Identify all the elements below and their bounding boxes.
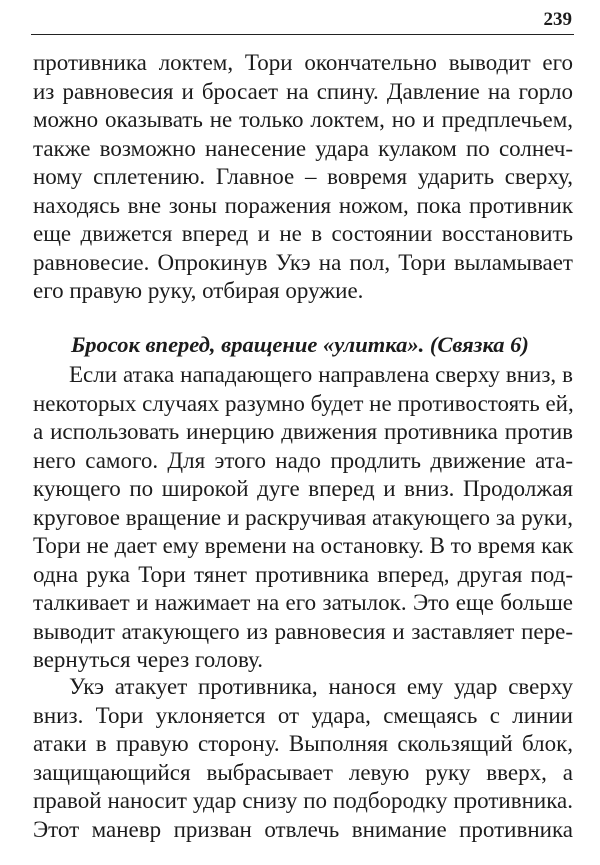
paragraph-2 <box>33 361 573 675</box>
text-line: также возможно нанесение удара кулаком по солнеч- <box>33 135 573 161</box>
section-heading: Бросок вперед, вращение «улитка». (Связка 6) <box>71 332 529 357</box>
text-line: вернуться через голову. <box>33 647 263 672</box>
header-rule <box>31 34 574 35</box>
text-line: из равновесия и бросает на спину. Давление на горло <box>33 78 573 104</box>
text-line: некоторых случаях разумно будет не противостоять ей, <box>33 390 574 416</box>
text-line: можно оказывать не только локтем, но и предплечьем, <box>33 107 573 132</box>
text-line: ному сплетению. Главное – вовремя ударить сверху, <box>33 164 573 189</box>
section-heading-block <box>33 331 573 360</box>
text-line: атаки в правую сторону. Выполняя скользящий блок, <box>33 731 573 756</box>
text-line: еще движется вперед и не в состоянии восстановить <box>33 221 573 246</box>
text-line: круговое вращение и раскручивая атакующего за руки, <box>33 504 573 530</box>
text-line: кующего по широкой дуге вперед и вниз. Продолжая <box>33 476 573 501</box>
page-number: 239 <box>543 9 572 30</box>
text-line: Этот маневр призван отвлечь внимание противника <box>33 816 573 842</box>
text-line: Если атака нападающего направлена сверху вниз, в <box>69 362 573 387</box>
text-line: выводит атакующего из равновесия и заставляет пере- <box>33 618 573 644</box>
text-line: находясь вне зоны поражения ножом, пока противник <box>33 192 573 218</box>
text-line: правой наносит удар снизу по подбородку противника. <box>33 788 573 813</box>
text-line: равновесие. Опрокинув Укэ на пол, Тори выламывает <box>33 249 573 275</box>
text-line: защищающийся выбрасывает левую руку вверх, а <box>33 759 573 785</box>
text-line: его правую руку, отбирая оружие. <box>33 278 364 303</box>
text-line: Укэ атакует противника, нанося ему удар сверху <box>69 674 573 699</box>
text-line: противника локтем, Тори окончательно выводит его <box>33 50 573 75</box>
text-line: а использовать инерцию движения противника против <box>33 419 573 444</box>
text-line: талкивает и нажимает на его затылок. Это еще больше <box>33 590 573 615</box>
text-line: вниз. Тори уклоняется от удара, смещаясь с линии <box>33 702 573 728</box>
text-line: одна рука Тори тянет противника вперед, другая под- <box>33 561 573 587</box>
paragraph-3 <box>33 673 573 844</box>
text-line: Тори не дает ему времени на остановку. В то время как <box>33 533 574 558</box>
text-line: него самого. Для этого надо продлить движение ата- <box>33 447 573 473</box>
paragraph-1 <box>33 49 573 306</box>
